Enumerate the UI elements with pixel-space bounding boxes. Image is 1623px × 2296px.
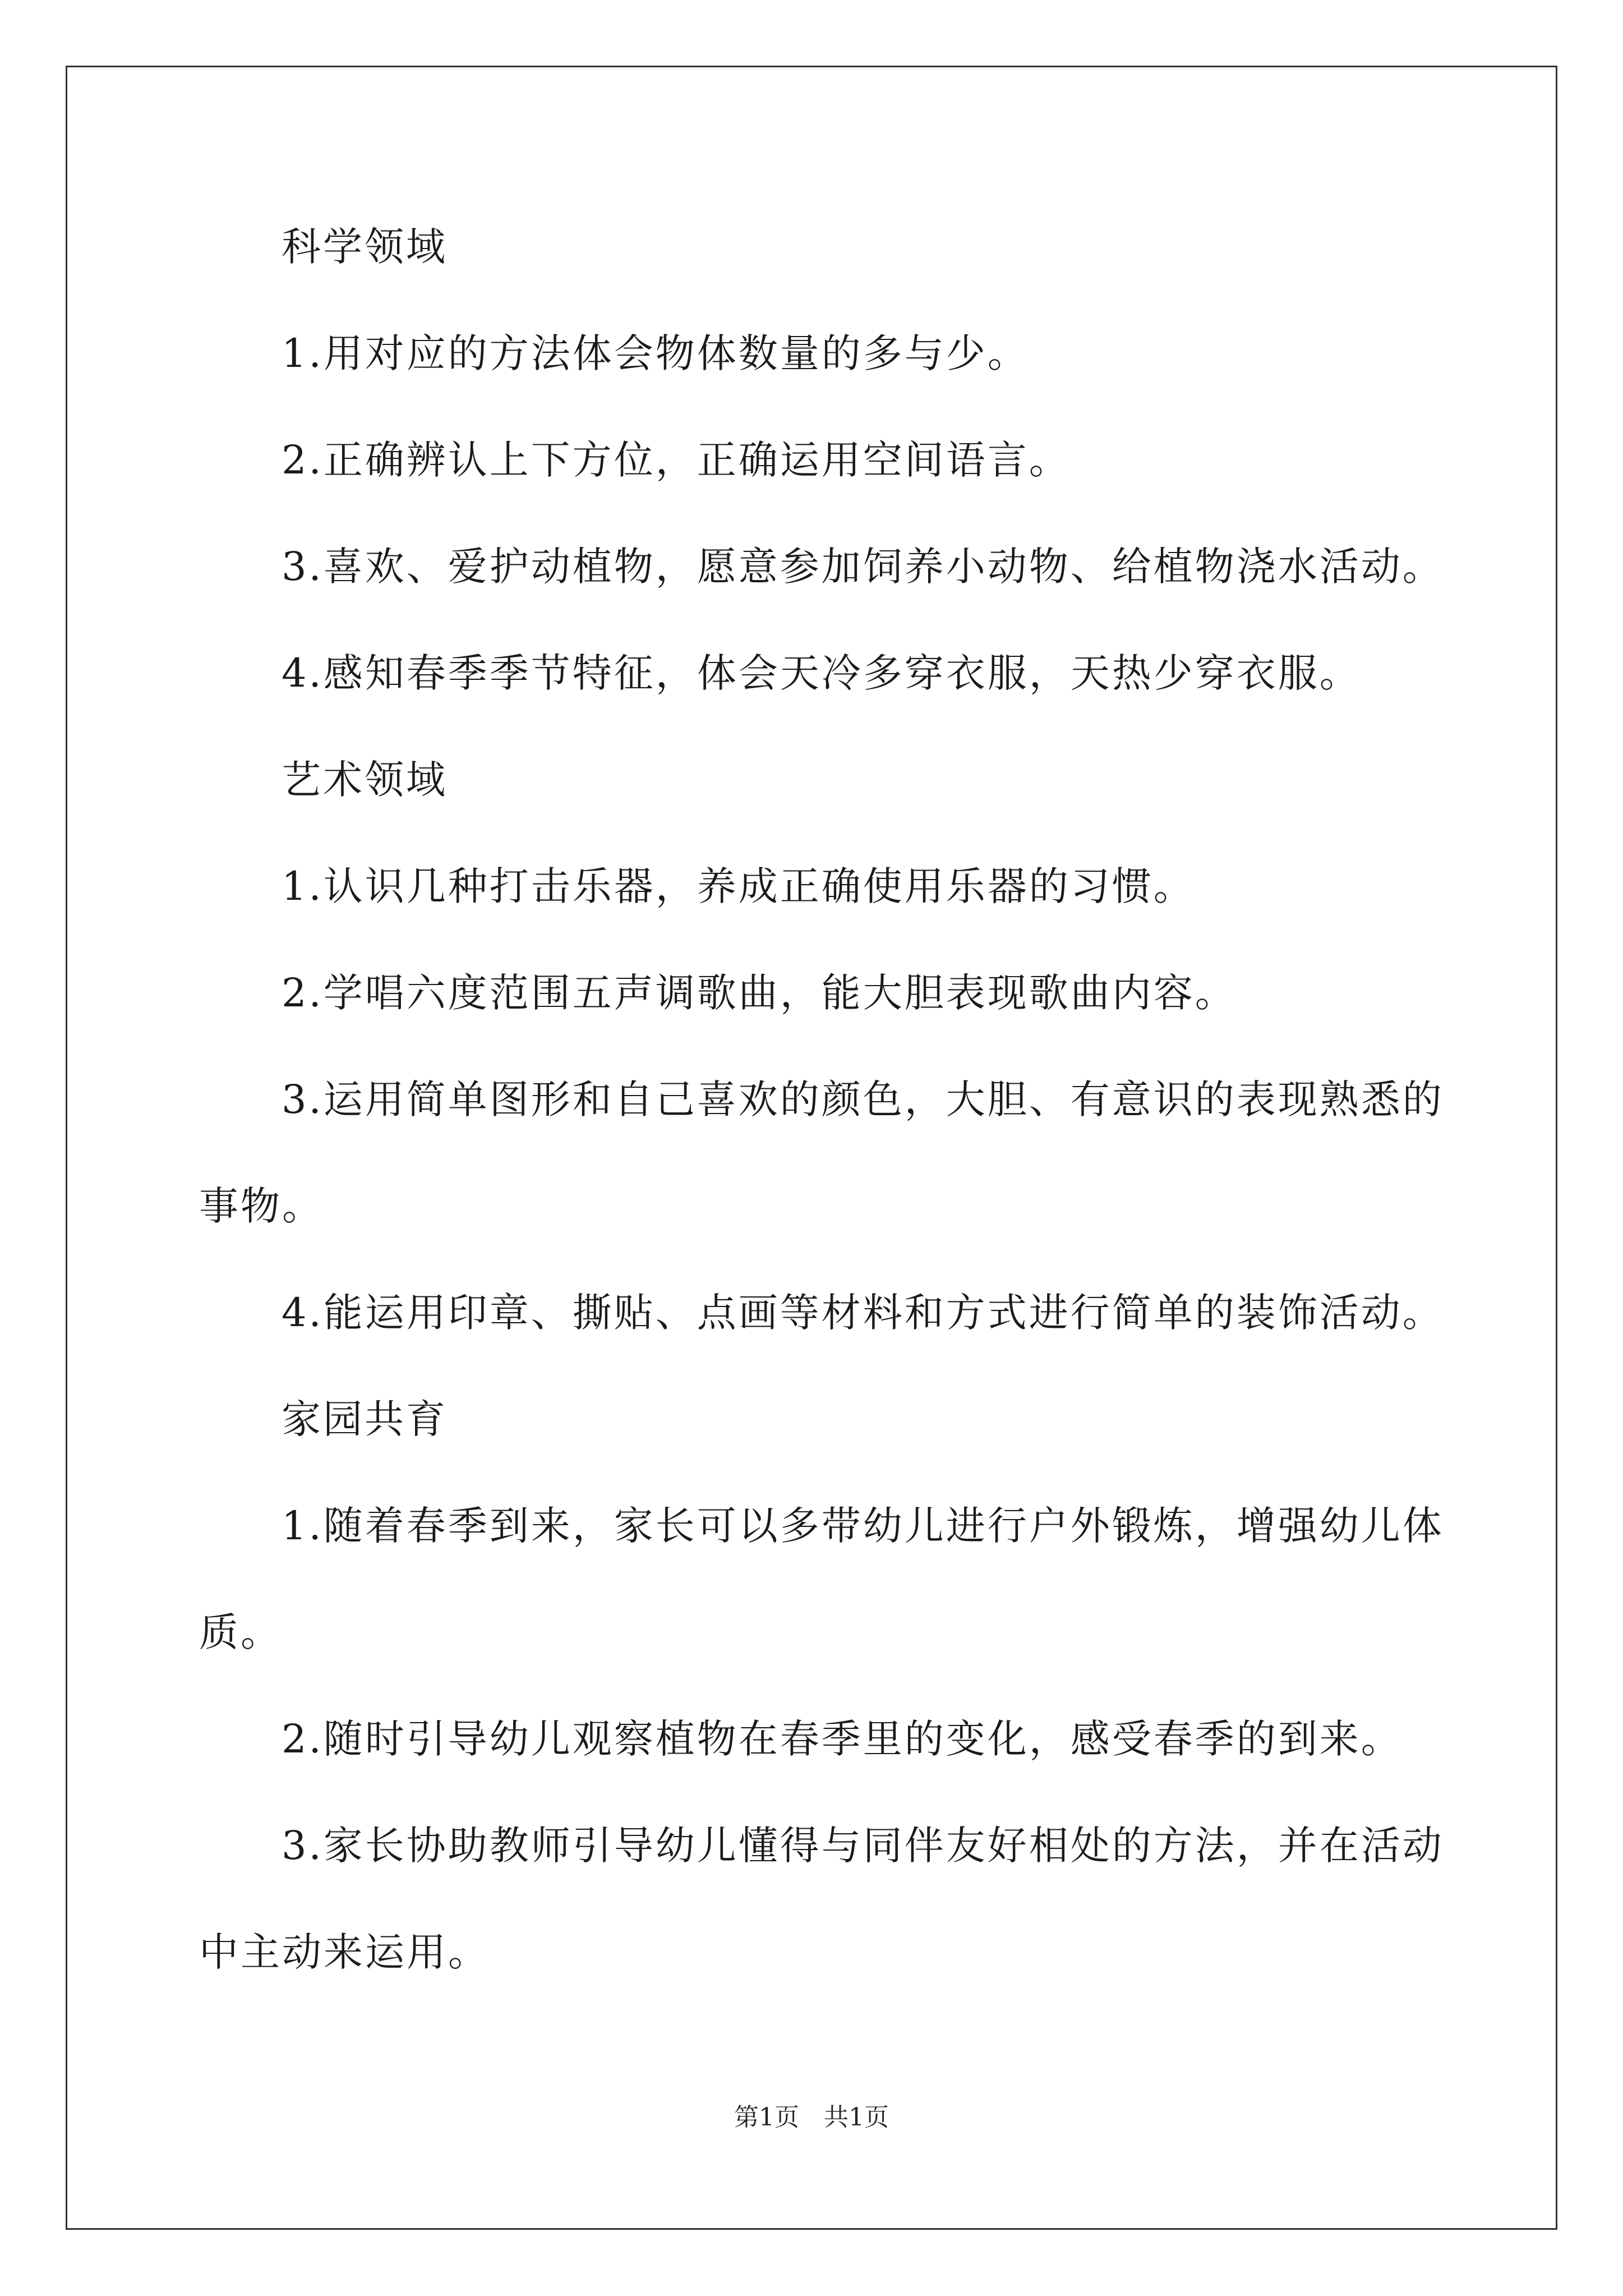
paragraph: 3.喜欢、爱护动植物，愿意参加饲养小动物、给植物浇水活动。	[282, 544, 1444, 590]
page-number-footer: 第1页 共1页	[734, 2103, 889, 2132]
paragraph: 3.家长协助教师引导幼儿懂得与同伴友好相处的方法，并在活动	[282, 1823, 1444, 1869]
paragraph-continuation: 事物。	[199, 1183, 324, 1229]
paragraph: 2.正确辨认上下方位，正确运用空间语言。	[282, 437, 1071, 483]
paragraph: 4.感知春季季节特征，体会天冷多穿衣服，天热少穿衣服。	[282, 650, 1361, 696]
paragraph: 1.用对应的方法体会物体数量的多与少。	[282, 330, 1029, 376]
section-heading-art: 艺术领域	[282, 757, 448, 803]
paragraph: 3.运用简单图形和自己喜欢的颜色，大胆、有意识的表现熟悉的	[282, 1076, 1444, 1122]
paragraph: 2.随时引导幼儿观察植物在春季里的变化，感受春季的到来。	[282, 1716, 1403, 1762]
paragraph-continuation: 中主动来运用。	[199, 1929, 490, 1975]
section-heading-science: 科学领域	[282, 224, 448, 270]
page-border	[66, 66, 1557, 2230]
paragraph-continuation: 质。	[199, 1609, 282, 1655]
paragraph: 1.随着春季到来，家长可以多带幼儿进行户外锻炼，增强幼儿体	[282, 1503, 1444, 1549]
paragraph: 2.学唱六度范围五声调歌曲，能大胆表现歌曲内容。	[282, 970, 1237, 1016]
paragraph: 4.能运用印章、撕贴、点画等材料和方式进行简单的装饰活动。	[282, 1290, 1444, 1336]
section-heading-home-school: 家园共育	[282, 1396, 448, 1442]
paragraph: 1.认识几种打击乐器，养成正确使用乐器的习惯。	[282, 863, 1195, 909]
